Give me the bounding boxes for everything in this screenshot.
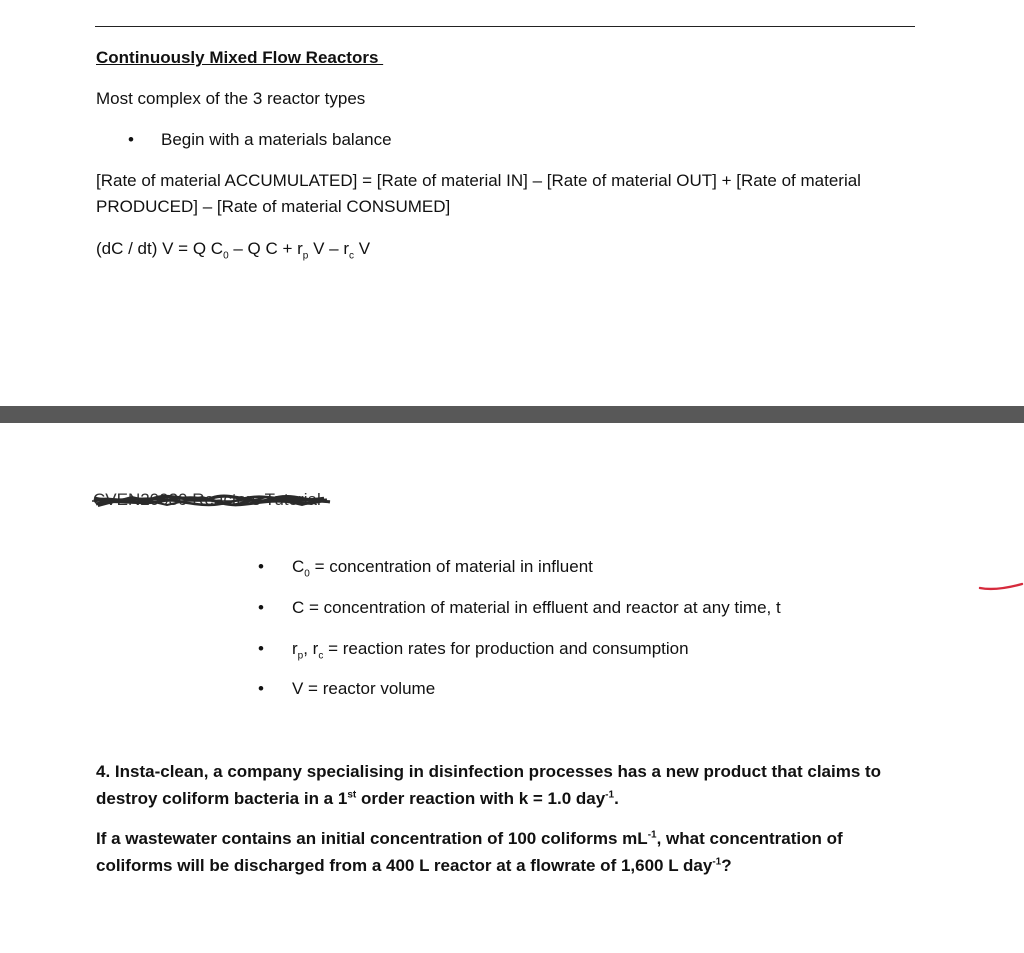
balance-text: [Rate of material ACCUMULATED] = [Rate of material IN] – [Rate of material OUT] + [Rate of material PRODUCED] – [Rate of material CONSUMED] <box>96 171 861 216</box>
bullet-dot: • <box>258 679 264 698</box>
page-top-rule <box>95 26 915 27</box>
bullet-dot: • <box>128 130 134 149</box>
definition-v: V = reactor volume <box>292 679 436 698</box>
balance-equation: (dC / dt) V = Q $C_0$ – Q $C + r_p$ V – $r_c$ V <box>96 239 371 262</box>
intro-text: Most complex of the 3 reactor types <box>96 89 366 108</box>
bullet-dot: • <box>258 598 264 617</box>
bullet-text: Begin with a materials balance <box>161 130 392 149</box>
bullet-dot: • <box>258 639 264 658</box>
redaction-scribble-icon <box>92 489 332 513</box>
question-intro: 4. Insta-clean, a company specialising in disinfection processes has a new product that claims to destroy coliform bacteria in a 1st order reaction with k = 1.0 day$^{-1}$. <box>96 762 882 808</box>
bullet-dot: • <box>258 557 264 576</box>
page-separator <box>0 406 1024 423</box>
definition-c: C = concentration of material in effluent and reactor at any time, t <box>292 598 781 617</box>
definition-rates: $r_p$, $r_c$ = reaction rates for production and consumption <box>292 639 689 662</box>
question-prompt: If a wastewater contains an initial concentration of 100 coliforms $mL^{-1}$, what concentration of coliforms will be discharged from a 400 L reactor at a flowrate of 1,600 L day$^{-1}$? <box>96 829 843 875</box>
scribbled-label: CVEN20030 Reactors Tutorial <box>93 490 321 509</box>
red-pen-stroke-icon <box>978 578 1024 594</box>
definition-c0: $C_0$ = concentration of material in influent <box>292 557 593 580</box>
section-heading: Continuously Mixed Flow Reactors <box>96 48 384 67</box>
